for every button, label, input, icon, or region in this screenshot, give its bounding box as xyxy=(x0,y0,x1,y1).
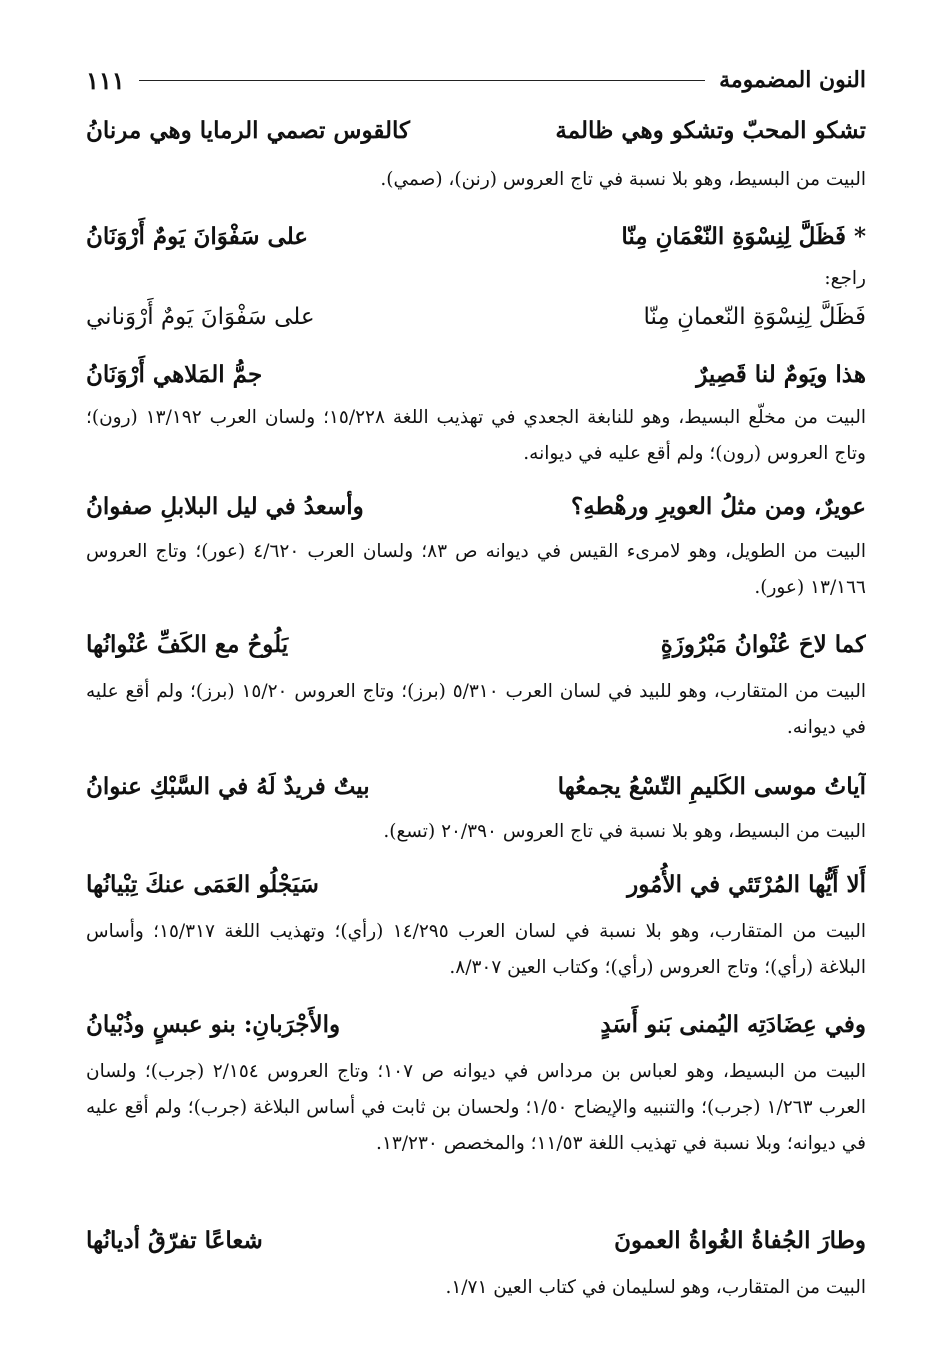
verse-second-hemistich: شعاعًا تفرّقُ أديانُها xyxy=(86,1227,263,1254)
verse-line xyxy=(86,108,866,154)
verse-line xyxy=(86,1002,866,1048)
verse-first-hemistich: تشكو المحبّ وتشكو وهي ظالمة xyxy=(555,117,866,144)
verse-second-hemistich: سَيَجْلُو العَمَى عنكَ تِبْيانُها xyxy=(86,871,319,898)
verse-line xyxy=(86,352,866,398)
page-header xyxy=(86,60,866,100)
verse-first-hemistich: كما لاحَ عُنْوانُ مَبْرُوزَةٍ xyxy=(660,631,866,658)
see-also-label: راجع: xyxy=(824,268,866,289)
verse-second-hemistich: وأسعدُ في ليل البلابلِ صفوانُ xyxy=(86,493,364,520)
header-rule xyxy=(139,80,705,81)
verse-first-hemistich: وفي عِضَادَتِه اليُمنى بَنو أَسَدٍ xyxy=(600,1011,866,1038)
verse-line-alternate xyxy=(86,294,866,340)
verse-note: البيت من البسيط، وهو لعباس بن مرداس في ديوانه ص ١٠٧؛ وتاج العروس ٢/١٥٤ (جرب)؛ ولسان العرب ١/٢٦٣ (جرب)؛ والتنبيه والإيضاح ١/٥٠؛ ولحسان بن ثابت في أساس البلاغة (جرب)؛ ولم أقع عليه في ديوانه؛ وبلا نسبة في تهذيب اللغة ١١/٥٣؛ والمخصص ١٣/٢٣٠. xyxy=(86,1061,866,1154)
running-title: النون المضمومة xyxy=(719,67,866,93)
verse-line xyxy=(86,214,866,260)
verse-line xyxy=(86,622,866,668)
verse-first-hemistich: آياتُ موسى الكَليمِ التّسْعُ يجمعُها xyxy=(557,773,866,800)
page-number: ١١١ xyxy=(86,65,125,95)
verse-second-hemistich: على سَفْوَانَ يَومٌ أَرْوَنَانُ xyxy=(86,223,309,250)
verse-first-hemistich: أَلا أَيُّها المُرْتَئي في الأُمُور xyxy=(627,871,866,898)
verse-note: البيت من المتقارب، وهو بلا نسبة في لسان العرب ١٤/٢٩٥ (رأي)؛ وتهذيب اللغة ١٥/٣١٧؛ وأساس البلاغة (رأي)؛ وتاج العروس (رأي)؛ وكتاب العين ٨/٣٠٧. xyxy=(86,921,867,978)
verse-second-hemistich: على سَفْوَانَ يَومٌ أَرْوَناني xyxy=(86,304,315,330)
verse-line xyxy=(86,1218,866,1264)
verse-second-hemistich: يَلُوحُ مع الكَفِّ عُنْوانُها xyxy=(86,631,289,658)
verse-first-hemistich: عويرٌ، ومن مثلُ العويرِ ورهْطهِ؟ xyxy=(571,493,866,520)
verse-note: البيت من البسيط، وهو بلا نسبة في تاج العروس ٢٠/٣٩٠ (تسع). xyxy=(383,821,866,842)
verse-first-hemistich: هذا ويَومٌ لنا قَصِيرٌ xyxy=(696,361,866,388)
verse-note: البيت من مخلّع البسيط، وهو للنابغة الجعدي في تهذيب اللغة ١٥/٢٢٨؛ ولسان العرب ١٣/١٩٢ (رون)؛ وتاج العروس (رون)؛ ولم أقع عليه في ديوانه. xyxy=(86,407,866,464)
verse-note: البيت من المتقارب، وهو للبيد في لسان العرب ٥/٣١٠ (برز)؛ وتاج العروس ١٥/٢٠ (برز)؛ ولم أقع عليه في ديوانه. xyxy=(86,681,866,738)
verse-first-hemistich: * فَظَلَّ لِنِسْوَةِ النّعْمَانِ مِنّا xyxy=(621,223,866,250)
verse-second-hemistich: بيتٌ فريدٌ لَهُ في السَّبْكِ عنوانُ xyxy=(86,773,370,800)
verse-note: البيت من المتقارب، وهو لسليمان في كتاب العين ١/٧١. xyxy=(445,1277,866,1298)
verse-second-hemistich: كالقوس تصمي الرمايا وهي مرنانُ xyxy=(86,117,410,144)
verse-second-hemistich: جمُّ المَلاهي أَرْوَنَانُ xyxy=(86,361,263,388)
verse-note: البيت من البسيط، وهو بلا نسبة في تاج العروس (رنن)، (صمي). xyxy=(380,169,866,190)
verse-line xyxy=(86,862,866,908)
verse-first-hemistich: فَظَلَّ لِنِسْوَةِ النّعمانِ مِنّا xyxy=(643,304,866,330)
verse-line xyxy=(86,484,866,530)
verse-note: البيت من الطويل، وهو لامرىء القيس في ديوانه ص ٨٣؛ ولسان العرب ٤/٦٢٠ (عور)؛ وتاج العروس ١٣/١٦٦ (عور). xyxy=(86,541,866,598)
verse-second-hemistich: والأَجْرَبانِ: بنو عبسٍ وذُبْيانُ xyxy=(86,1011,341,1038)
verse-line xyxy=(86,764,866,810)
verse-first-hemistich: وطارَ الجُفاةُ الغُواةُ العمونَ xyxy=(614,1227,866,1254)
